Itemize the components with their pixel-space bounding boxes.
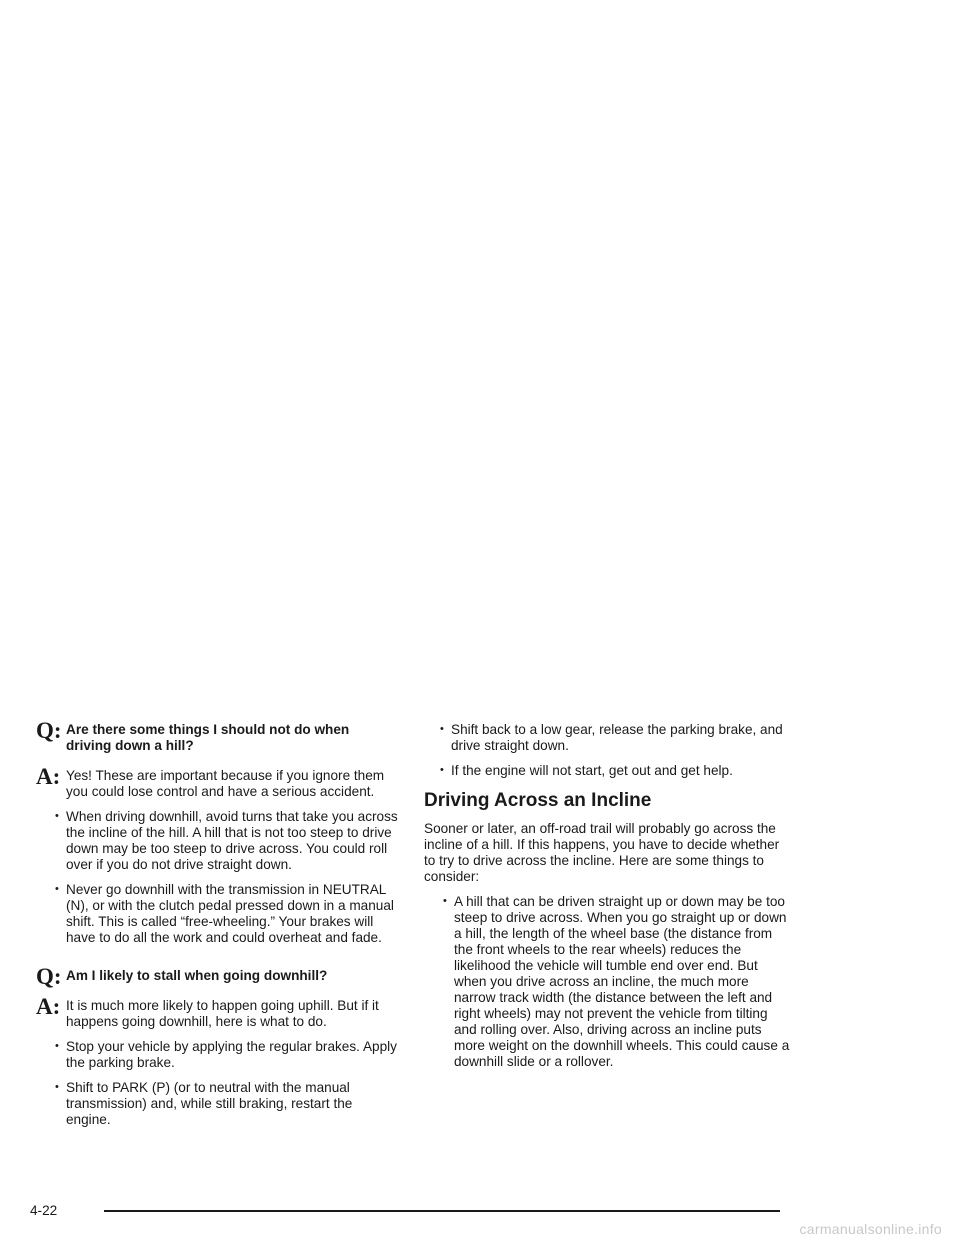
question-text: Are there some things I should not do when driving down a hill? — [66, 722, 350, 753]
section-paragraph: Sooner or later, an off-road trail will probably go across the incline of a hill. If this happens, you have to decide whether to try to drive across the incline. Here are some things to consider: — [424, 821, 780, 884]
answer-2-bullets — [36, 1039, 398, 1128]
bullet-icon: • — [55, 883, 59, 895]
answer-1-bullets — [36, 809, 398, 946]
list-item: • Shift to PARK (P) (or to neutral with the manual transmission) and, while still braking, restart the engine. — [55, 1080, 353, 1127]
right-column — [424, 722, 792, 1070]
list-item: • A hill that can be driven straight up or down may be too steep to drive across. When you go straight up or down a hill, the length of the wheel base (the distance from the front wheels to the rear wheels) reduces the likelihood the vehicle will tumble end over end. But when you drive across an incline, the much more narrow track width (the distance between the left and right wheels) may not prevent the vehicle from tilting and rolling over. Also, driving across an incline puts more weight on the downhill wheels. This could cause a downhill slide or a rollover. — [443, 894, 790, 1069]
section-heading: Driving Across an Incline — [424, 790, 652, 811]
left-column — [36, 718, 398, 1128]
page-number: 4-22 — [30, 1203, 58, 1218]
question-2 — [36, 964, 398, 989]
list-item: • If the engine will not start, get out and get help. — [440, 763, 733, 778]
answer-2 — [36, 994, 398, 1030]
answer-text: Yes! These are important because if you ignore them you could lose control and have a serious accident. — [66, 768, 385, 799]
watermark: carmanualsonline.info — [799, 1221, 942, 1237]
list-item: • Shift back to a low gear, release the parking brake, and drive straight down. — [440, 722, 783, 753]
list-item: • Never go downhill with the transmission in NEUTRAL (N), or with the clutch pedal pressed down in a manual shift. This is called “free-wheeling.” Your brakes will have to do all the work and could overheat and fade. — [55, 882, 394, 945]
bullet-icon: • — [443, 895, 447, 907]
bullet-icon: • — [55, 1081, 59, 1093]
list-item: • Stop your vehicle by applying the regular brakes. Apply the parking brake. — [55, 1039, 397, 1070]
footer-rule — [104, 1210, 780, 1212]
q-mark: Q: — [36, 718, 62, 743]
continued-bullets — [424, 722, 792, 779]
bullet-icon: • — [440, 764, 444, 776]
answer-1 — [36, 764, 398, 800]
a-mark: A: — [36, 994, 61, 1019]
question-text: Am I likely to stall when going downhill? — [66, 968, 328, 983]
question-1 — [36, 718, 398, 754]
section-bullets — [424, 894, 792, 1070]
bullet-icon: • — [55, 810, 59, 822]
bullet-icon: • — [440, 723, 444, 735]
bullet-icon: • — [55, 1040, 59, 1052]
list-item: • When driving downhill, avoid turns that take you across the incline of the hill. A hill that is not too steep to drive down may be too steep to drive across. You could roll over if you do not drive straight down. — [55, 809, 398, 872]
a-mark: A: — [36, 764, 61, 789]
answer-text: It is much more likely to happen going uphill. But if it happens going downhill, here is what to do. — [66, 998, 379, 1029]
q-mark: Q: — [36, 964, 62, 989]
